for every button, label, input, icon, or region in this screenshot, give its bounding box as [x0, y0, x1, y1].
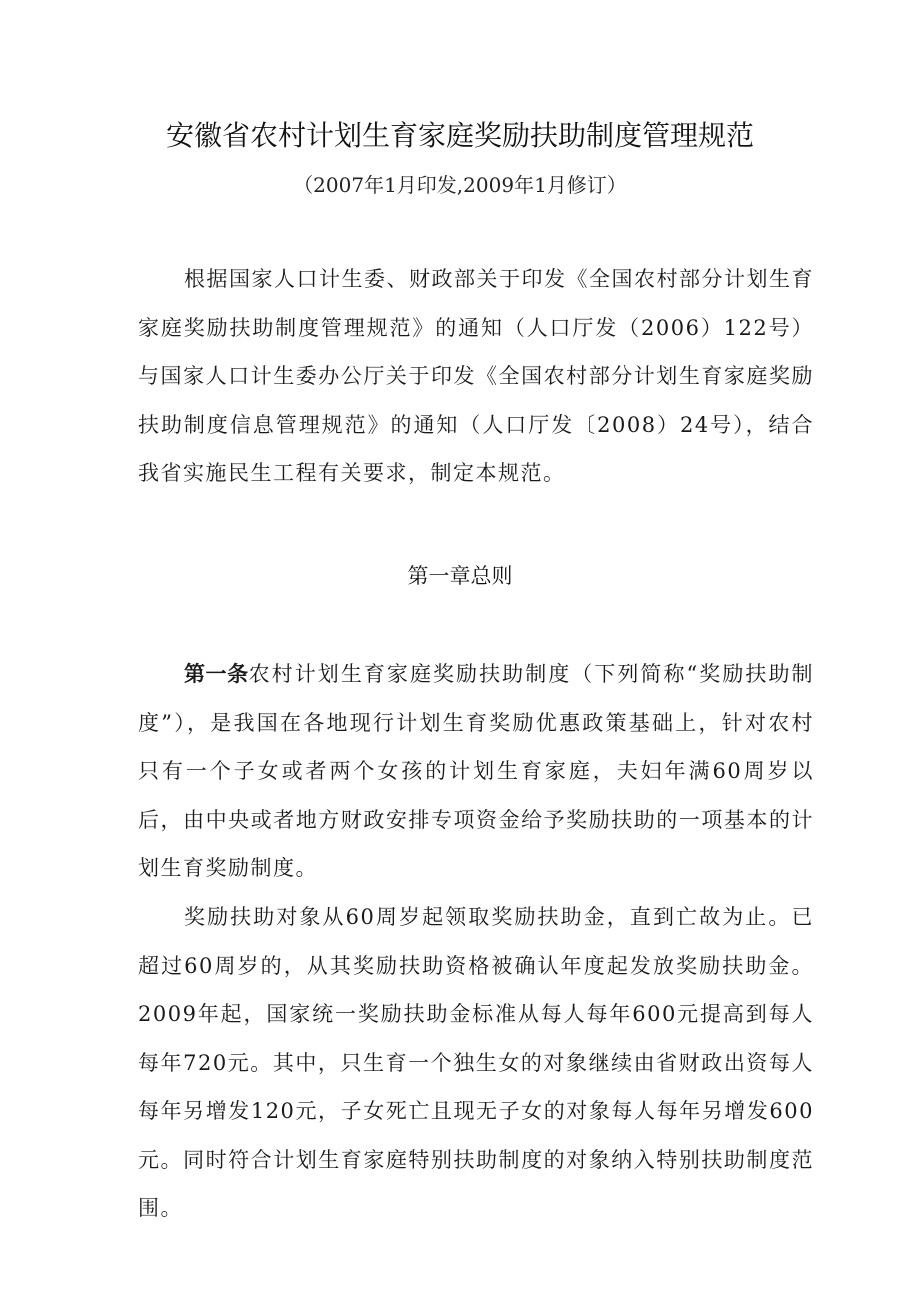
article-label: 第一条 [184, 662, 249, 686]
chapter-heading: 第一章总则 [407, 564, 513, 588]
intro-paragraph: 根据国家人口计生委、财政部关于印发《全国农村部分计划生育家庭奖励扶助制度管理规范》的通知（人口厅发（2006）122号）与国家人口计生委办公厅关于印发《全国农村部分计划生育家庭奖励扶助制度信息管理规范》的通知（人口厅发〔2008）24号），结合我省实施民生工程有关要求，制定本规范。 [138, 267, 814, 485]
document-title: 安徽省农村计划生育家庭奖励扶助制度管理规范 [165, 119, 754, 152]
document-subtitle: （2007年1月印发,2009年1月修订） [293, 173, 627, 197]
article-1-paragraph [138, 650, 814, 893]
article-1-text: 农村计划生育家庭奖励扶助制度（下列简称“奖励扶助制度”），是我国在各地现行计划生育奖励优惠政策基础上，针对农村只有一个子女或者两个女孩的计划生育家庭，夫妇年满60周岁以后，由中央或者地方财政安排专项资金给予奖励扶助的一项基本的计划生育奖励制度。 [138, 662, 814, 880]
body-paragraph: 奖励扶助对象从60周岁起领取奖励扶助金，直到亡故为止。已超过60周岁的，从其奖励扶助资格被确认年度起发放奖励扶助金。2009年起，国家统一奖励扶助金标准从每人每年600元提高到每人每年720元。其中，只生育一个独生女的对象继续由省财政出资每人每年另增发120元，子女死亡且现无子女的对象每人每年另增发600元。同时符合计划生育家庭特别扶助制度的对象纳入特别扶助制度范围。 [138, 905, 814, 1220]
